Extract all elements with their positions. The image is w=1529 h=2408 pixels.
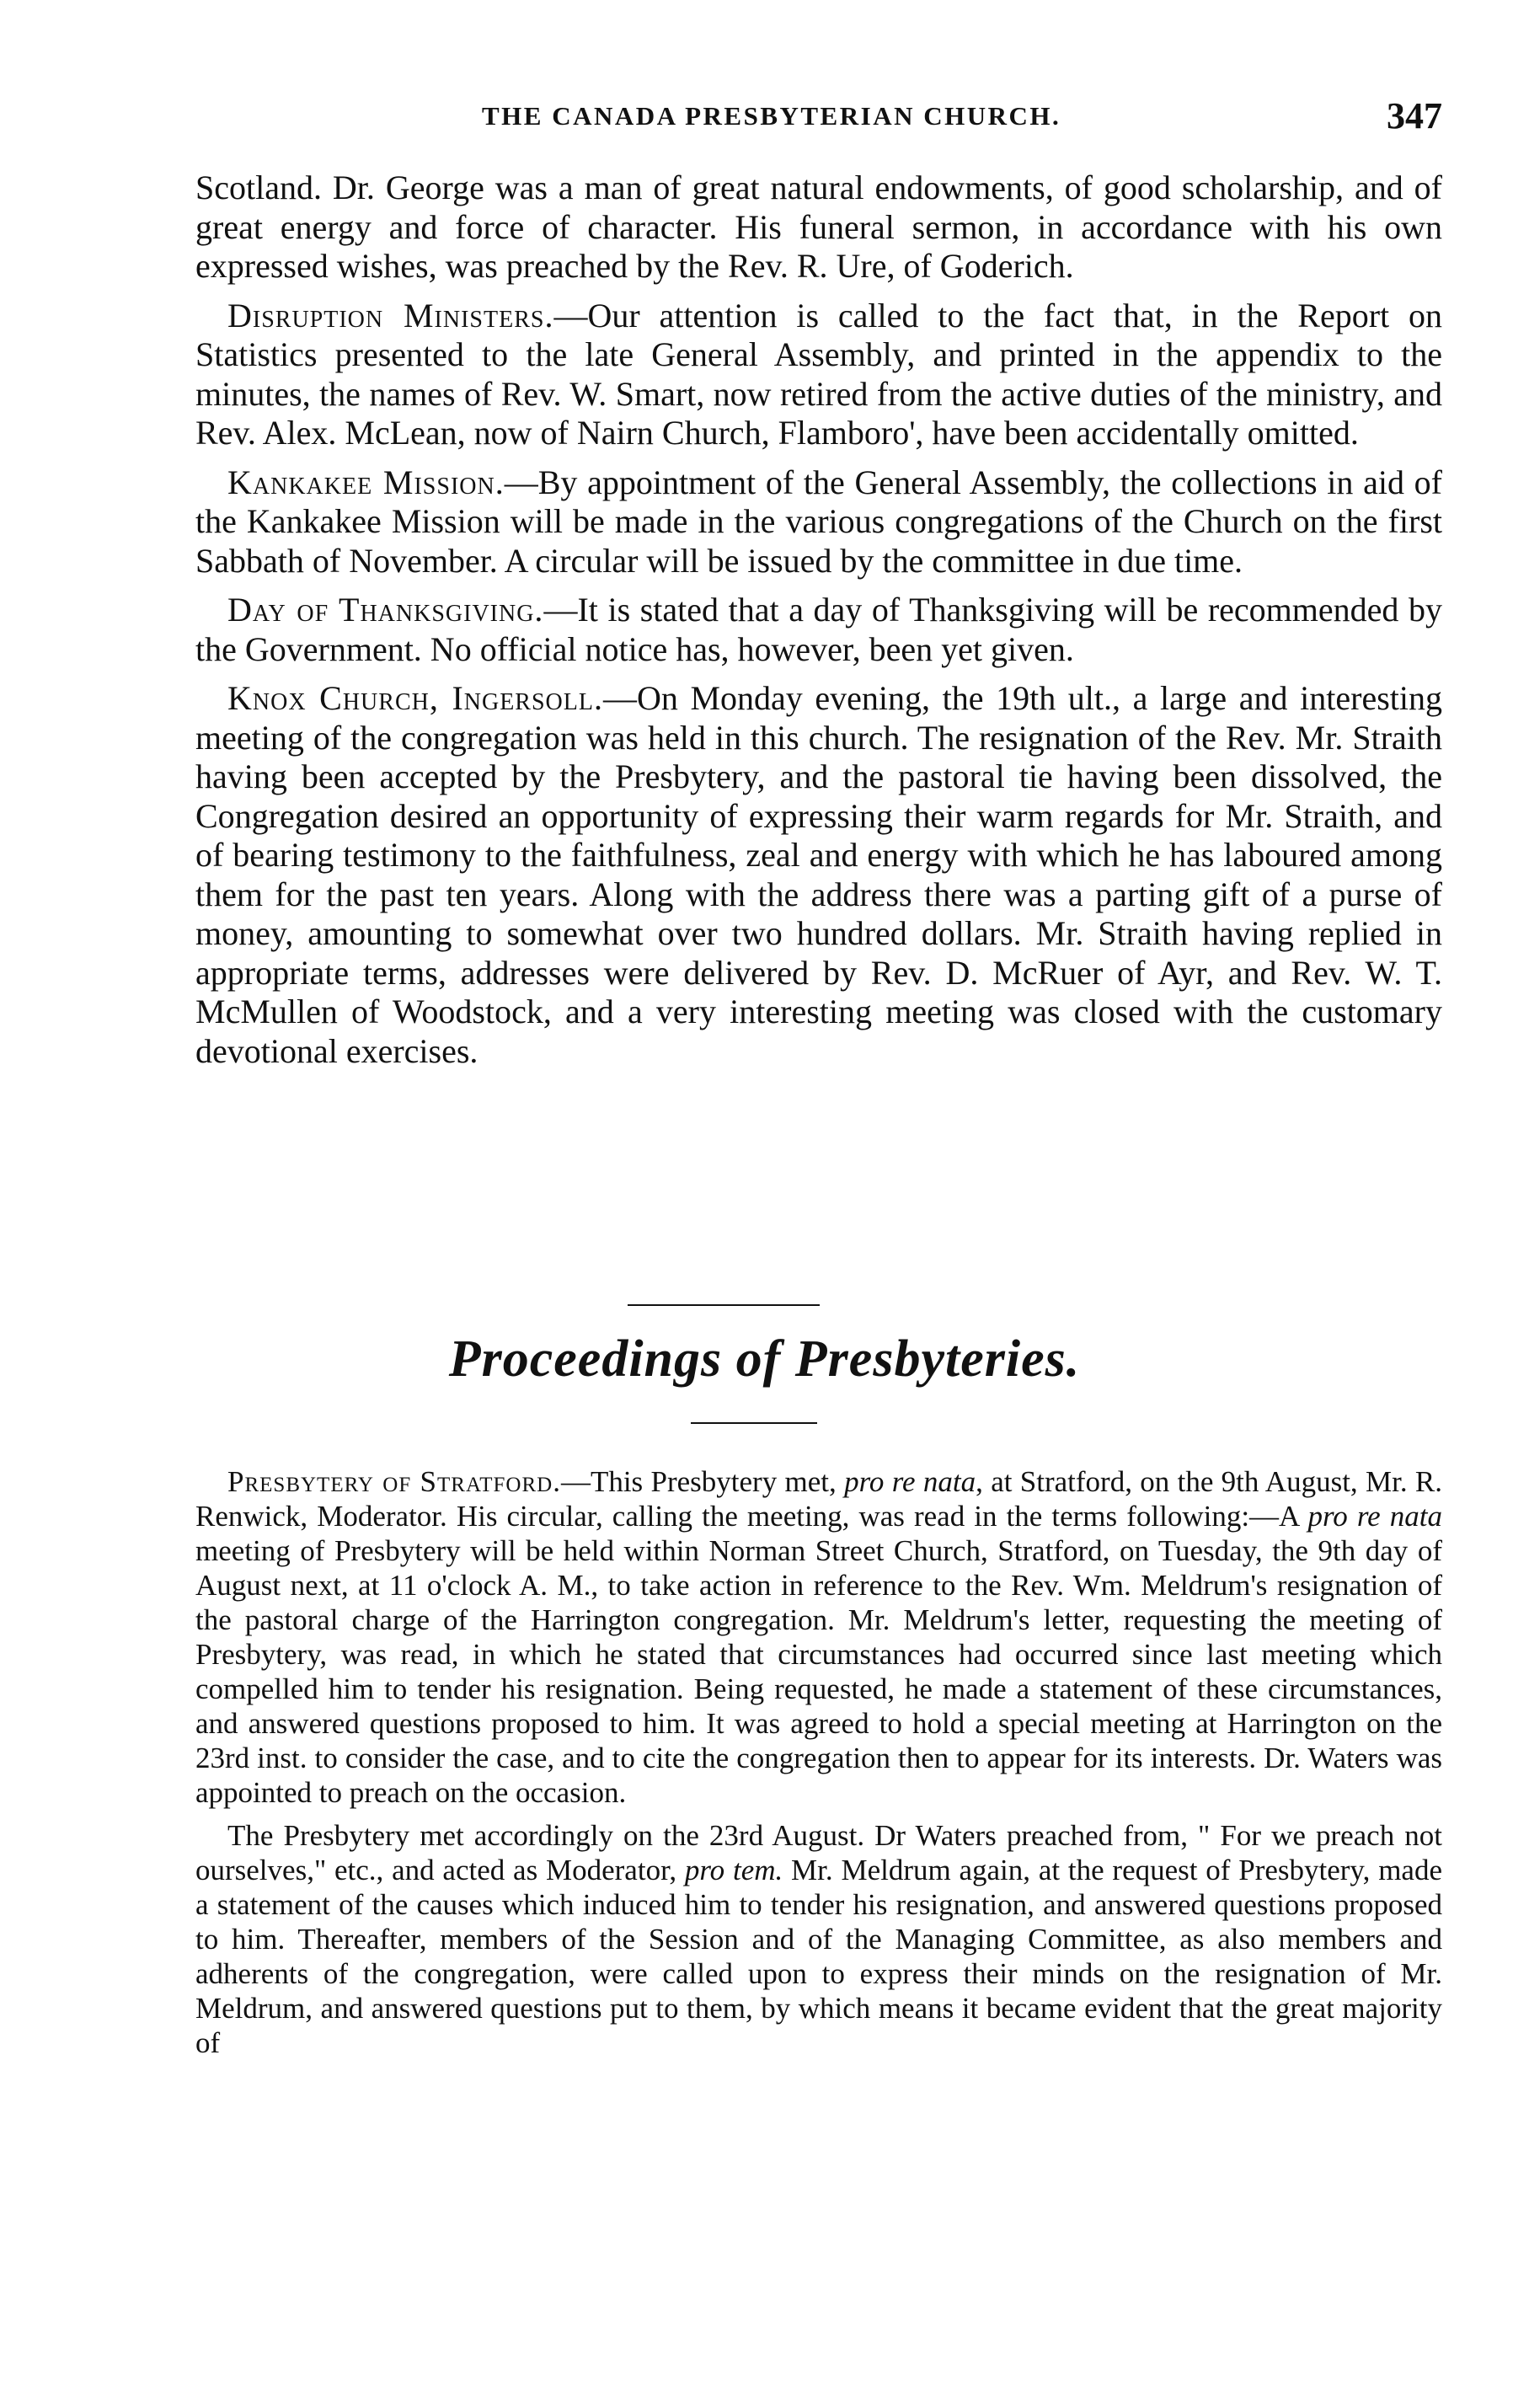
paragraph-heading: Kankakee Mission. (227, 463, 505, 501)
section-divider-bottom (691, 1422, 817, 1424)
presbytery-column (195, 1464, 1442, 2068)
paragraph-presbytery-of-stratford (195, 1464, 1442, 1810)
latin-phrase: pro re nata (1307, 1500, 1443, 1533)
paragraph-text: The Presbytery met accordingly on the 23rd August. Dr Waters preached from, " For we preach not ourselves," etc., and acted as Moderator, (195, 1819, 1442, 1886)
paragraph-text: meeting of Presbytery will be held within Norman Street Church, Stratford, on Tuesday, the 9th day of August next, at 11 o'clock A. M., to take action in reference to the Rev. Wm. Meldrum's resignation of the pastoral charge of the Harrington congregation. Mr. Meldrum's letter, requesting the meeting of Presbytery, was read, in which he stated that circumstances had occurred since last meeting which compelled him to tender his resignation. Being requested, he made a statement of these circumstances, and answered questions proposed to him. It was agreed to hold a special meeting at Harrington on the 23rd inst. to consider the case, and to cite the congregation then to appear for its interests. Dr. Waters was appointed to preach on the occasion. (195, 1534, 1442, 1809)
paragraph-kankakee-mission (195, 463, 1442, 581)
latin-phrase: pro re nata (844, 1465, 976, 1498)
paragraph-heading: Day of Thanksgiving. (227, 591, 544, 629)
paragraph-heading: Knox Church, Ingersoll. (227, 679, 603, 717)
paragraph-text: —On Monday evening, the 19th ult., a large and interesting meeting of the congregation was held in this church. The resignation of the Rev. Mr. Straith having been accepted by the Presbytery, and the pastoral tie having been dissolved, the Congregation desired an opportunity of expressing their warm regards for Mr. Straith, and of bearing testimony to the faithfulness, zeal and energy with which he has laboured among them for the past ten years. Along with the address there was a parting gift of a purse of money, amounting to somewhat over two hundred dollars. Mr. Straith having replied in appropriate terms, addresses were delivered by Rev. D. McRuer of Ayr, and Rev. W. T. McMullen of Woodstock, and a very interesting meeting was closed with the customary devotional exercises. (195, 679, 1442, 1070)
paragraph-text: —Our attention is called to the fact that, in the Report on Statistics presented to the late General Assembly, and printed in the appendix to the minutes, the names of Rev. W. Smart, now retired from the active duties of the ministry, and Rev. Alex. McLean, now of Nairn Church, Flamboro', have been accidentally omitted. (195, 296, 1442, 452)
running-head: THE CANADA PRESBYTERIAN CHURCH. (482, 101, 1061, 131)
paragraph-scotland (195, 169, 1442, 286)
paragraph-presbytery-met-accordingly (195, 1818, 1442, 2060)
section-title: Proceedings of Presbyteries. (448, 1330, 1081, 1388)
paragraph-disruption-ministers (195, 297, 1442, 453)
paragraph-text: —It is stated that a day of Thanksgiving will be recommended by the Government. No official notice has, however, been yet given. (195, 591, 1442, 668)
paragraph-text: —By appointment of the General Assembly, the collections in aid of the Kankakee Mission will be made in the various congregations of the Church on the first Sabbath of November. A circular will be issued by the committee in due time. (195, 463, 1443, 580)
paragraph-text: , at Stratford, on the 9th August, Mr. R. Renwick, Moderator. His circular, calling the meeting, was read in the terms following:—A (195, 1465, 1443, 1533)
news-column (195, 169, 1442, 1081)
paragraph-text: Mr. Meldrum again, at the request of Presbytery, made a statement of the causes which induced him to tender his resignation, and answered questions proposed to him. Thereafter, members of the Session and of the Managing Committee, as also members and adherents of the congregation, were called upon to express their minds on the resignation of Mr. Meldrum, and answered questions put to them, by which means it became evident that the great majority of (195, 1854, 1442, 2059)
paragraph-day-of-thanksgiving (195, 591, 1442, 669)
paragraph-heading: Presbytery of Stratford. (227, 1465, 561, 1498)
page-number: 347 (1387, 95, 1442, 136)
paragraph-heading: Disruption Ministers. (227, 296, 554, 334)
paragraph-text: Scotland. Dr. George was a man of great natural endowments, of good scholarship, and of great energy and force of character. His funeral sermon, in accordance with his own expressed wishes, was preached by the Rev. R. Ure, of Goderich. (195, 169, 1442, 285)
page-header (195, 94, 1442, 145)
section-divider-top (628, 1304, 820, 1306)
paragraph-text: —This Presbytery met, (560, 1465, 845, 1498)
paragraph-knox-church (195, 679, 1442, 1071)
latin-phrase: pro tem. (684, 1854, 783, 1886)
